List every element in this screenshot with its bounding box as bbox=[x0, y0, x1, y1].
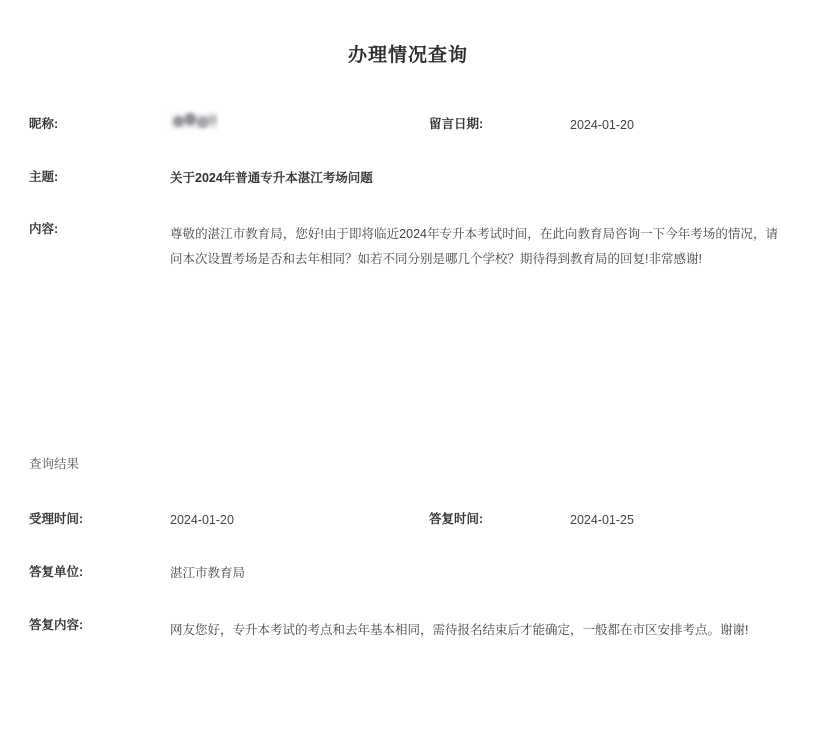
reply-time-value: 2024-01-25 bbox=[570, 513, 634, 527]
reply-time-label: 答复时间: bbox=[429, 512, 484, 526]
reply-unit-value: 湛江市教育局 bbox=[170, 566, 246, 580]
message-date-value: 2024-01-20 bbox=[570, 118, 634, 132]
reply-content-label: 答复内容: bbox=[29, 618, 84, 632]
subject-label: 主题: bbox=[29, 170, 59, 184]
result-section-heading: 查询结果 bbox=[29, 457, 80, 471]
content-value: 尊敬的湛江市教育局，您好!由于即将临近2024年专升本考试时间，在此向教育局咨询一下今年考场的情况，请问本次设置考场是否和去年相同？如若不同分别是哪几个学校？期待得到教育局的回复!非常感谢! bbox=[170, 227, 778, 266]
nickname-masked-value bbox=[170, 112, 218, 129]
reply-content-value: 网友您好，专升本考试的考点和去年基本相同，需待报名结束后才能确定，一般都在市区安排考点。谢谢! bbox=[170, 623, 749, 637]
page-title: 办理情况查询 bbox=[347, 45, 468, 66]
reply-unit-label: 答复单位: bbox=[29, 565, 84, 579]
content-label: 内容: bbox=[29, 222, 59, 236]
nickname-label: 昵称: bbox=[29, 117, 59, 131]
accept-time-value: 2024-01-20 bbox=[170, 513, 234, 527]
subject-value: 关于2024年普通专升本湛江考场问题 bbox=[170, 171, 373, 185]
message-date-label: 留言日期: bbox=[429, 117, 484, 131]
accept-time-label: 受理时间: bbox=[29, 512, 84, 526]
